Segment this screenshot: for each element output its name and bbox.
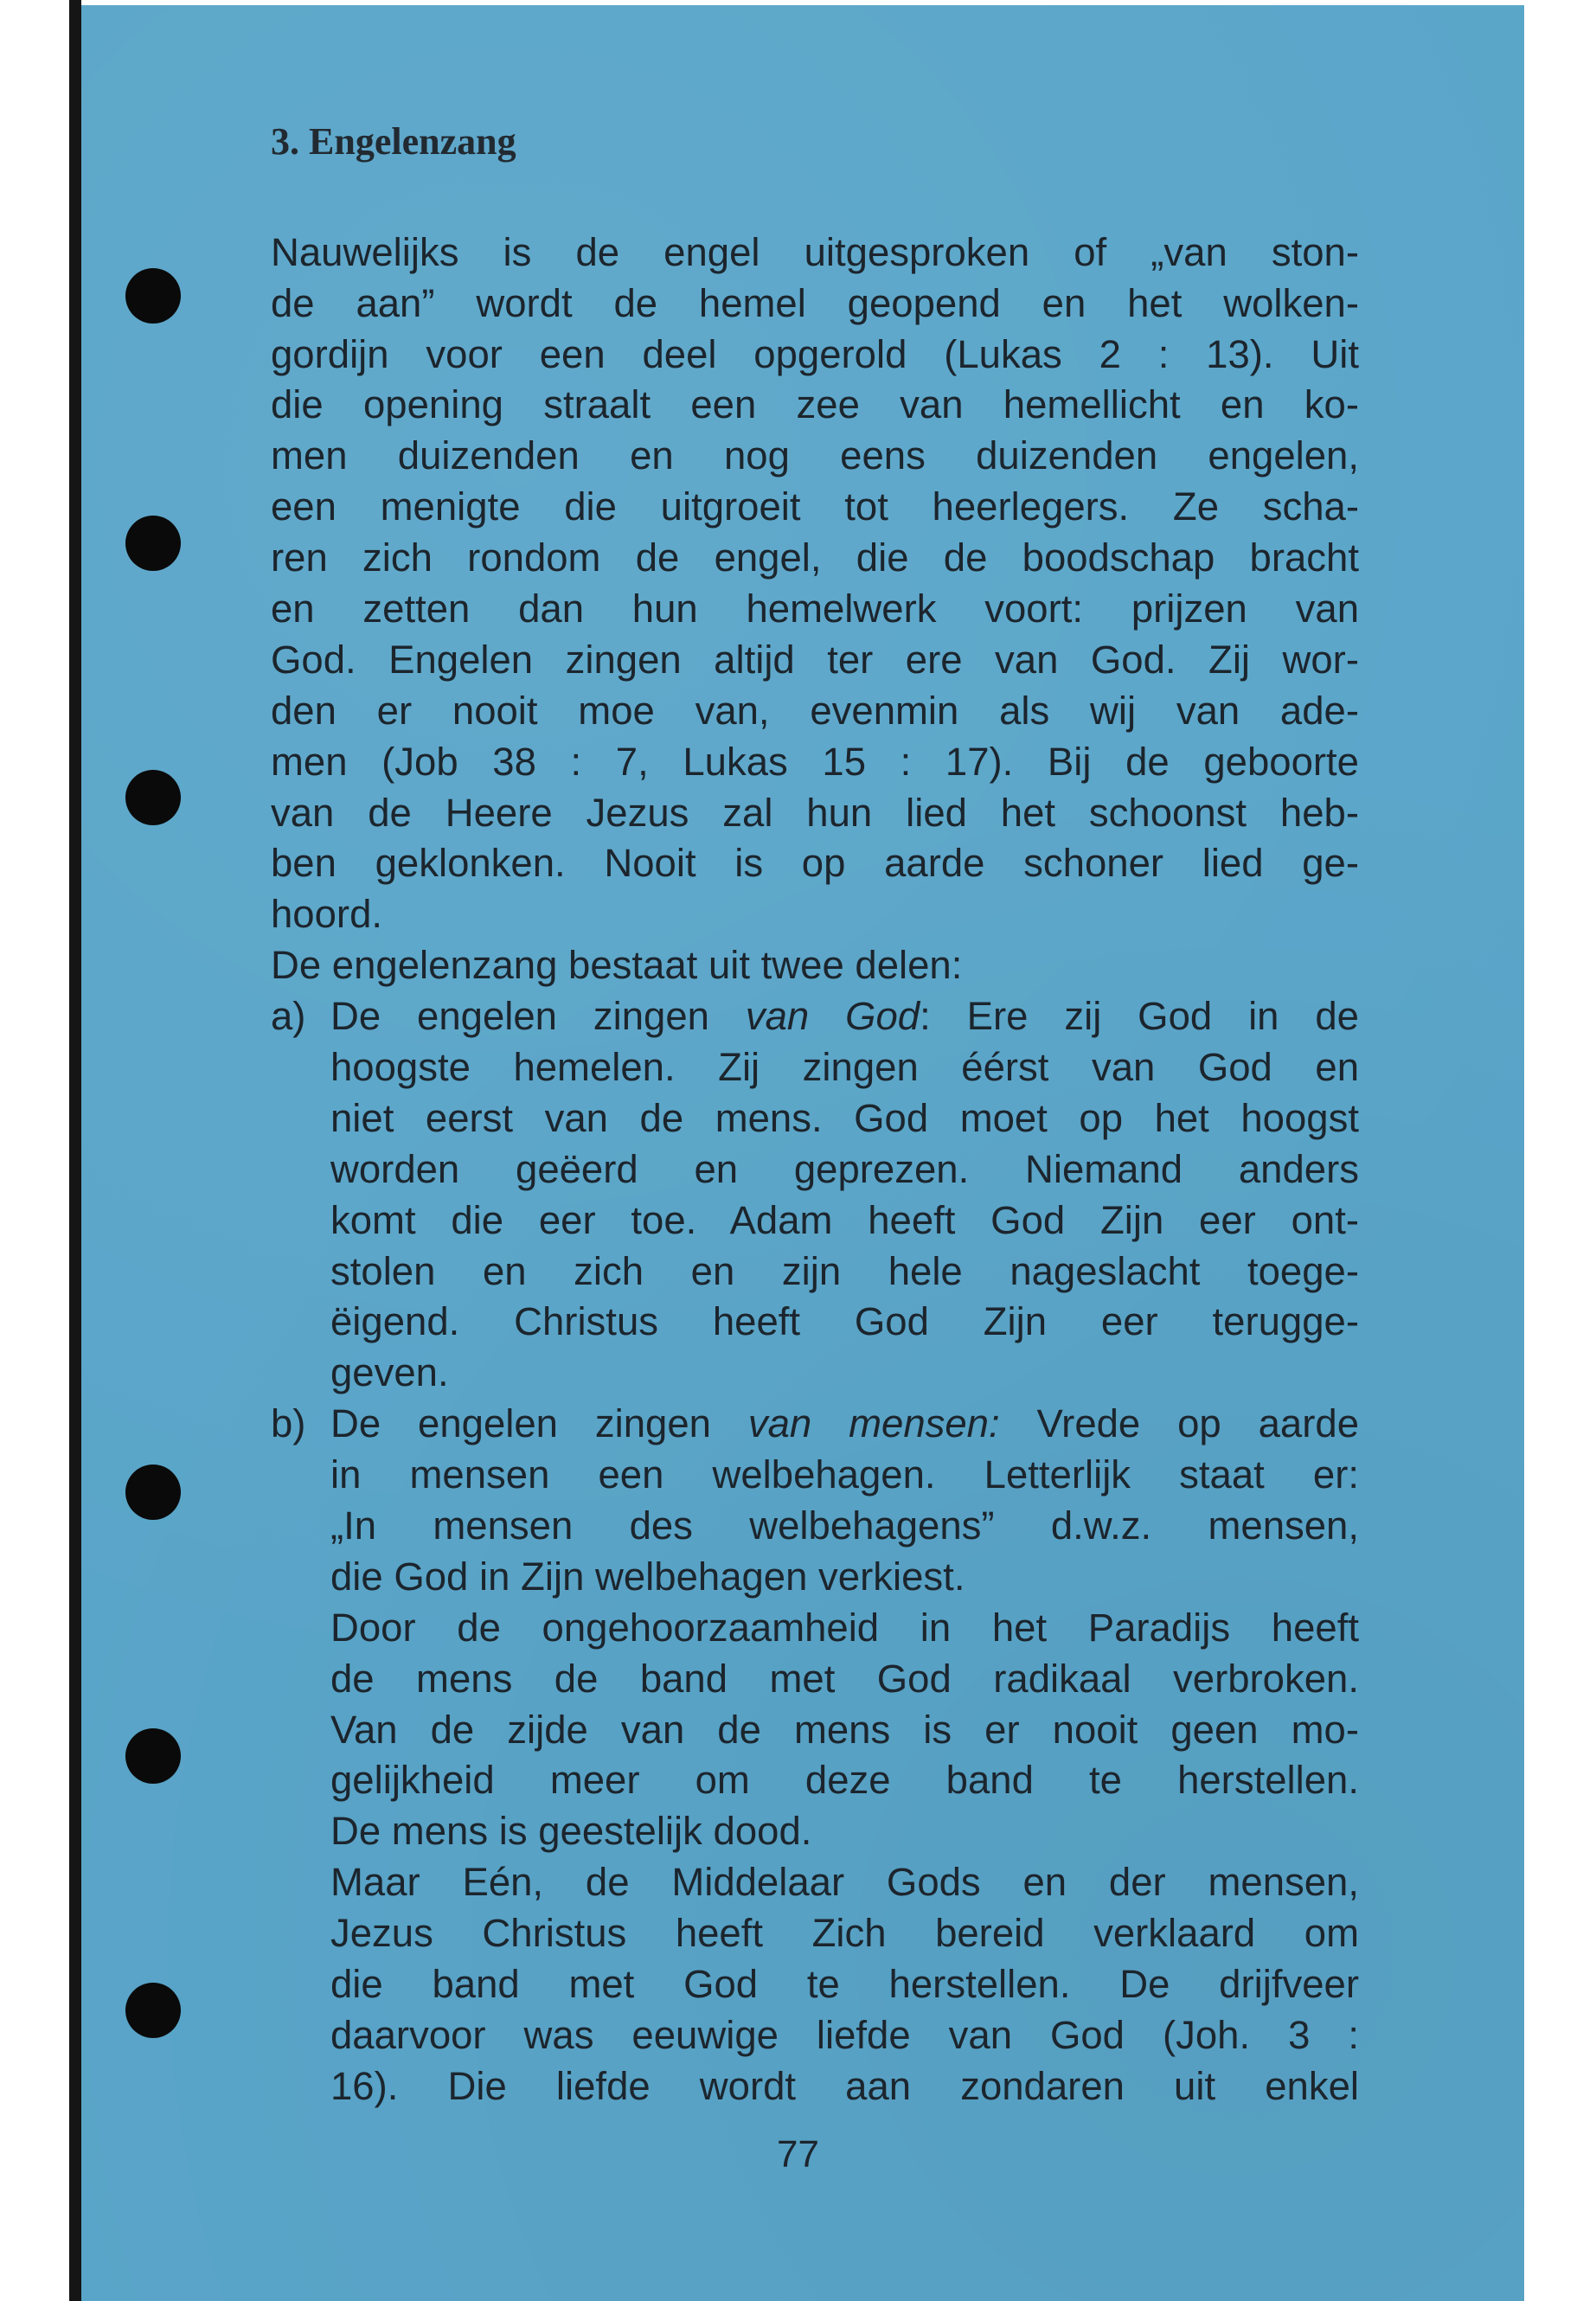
text-run: : Ere zij God in de: [920, 994, 1359, 1038]
text-line: geven.: [330, 1350, 449, 1394]
text-line: hoord.: [271, 892, 383, 936]
text-line: die opening straalt een zee van hemellicht en ko-: [271, 382, 1359, 426]
text-line: gelijkheid meer om deze band te herstellen.: [330, 1758, 1359, 1802]
punch-hole: [125, 1465, 181, 1520]
text-line: God. Engelen zingen altijd ter ere van God. Zij wor-: [271, 638, 1359, 682]
text-run: Vrede op aarde: [999, 1401, 1359, 1445]
text-line: van de Heere Jezus zal hun lied het schoonst heb-: [271, 791, 1359, 835]
text-line: Van de zijde van de mens is er nooit geen mo-: [330, 1708, 1359, 1752]
text-run: De engelen zingen: [330, 994, 746, 1038]
text-line: Jezus Christus heeft Zich bereid verklaard om: [330, 1911, 1359, 1955]
punch-hole: [125, 1983, 181, 2038]
text-line: worden geëerd en geprezen. Niemand anders: [330, 1147, 1359, 1191]
text-line: men duizenden en nog eens duizenden engelen,: [271, 433, 1359, 478]
list-marker: b): [271, 1401, 306, 1445]
text-line: 16). Die liefde wordt aan zondaren uit enkel: [330, 2064, 1359, 2108]
section-heading: 3. Engelenzang: [271, 120, 516, 163]
text-line: in mensen een welbehagen. Letterlijk staat er:: [330, 1452, 1359, 1497]
text-line: Nauwelijks is de engel uitgesproken of „van ston-: [271, 230, 1359, 274]
text-line: „In mensen des welbehagens” d.w.z. mensen,: [330, 1503, 1359, 1548]
text-line: daarvoor was eeuwige liefde van God (Joh. 3 :: [330, 2013, 1359, 2057]
text-line: de aan” wordt de hemel geopend en het wolken-: [271, 281, 1359, 325]
text-line: men (Job 38 : 7, Lukas 15 : 17). Bij de geboorte: [271, 740, 1359, 784]
text-line: en zetten dan hun hemelwerk voort: prijzen van: [271, 586, 1359, 631]
text-line: de mens de band met God radikaal verbroken.: [330, 1657, 1359, 1701]
text-line: De mens is geestelijk dood.: [330, 1809, 812, 1853]
text-line: komt die eer toe. Adam heeft God Zijn eer ont-: [330, 1198, 1359, 1242]
text-line: ren zich rondom de engel, die de boodschap bracht: [271, 535, 1359, 580]
text-line: die band met God te herstellen. De drijfveer: [330, 1962, 1359, 2006]
intro-line: De engelenzang bestaat uit twee delen:: [271, 943, 963, 987]
text-line: hoogste hemelen. Zij zingen éérst van God en: [330, 1045, 1359, 1089]
text-line: niet eerst van de mens. God moet op het hoogst: [330, 1096, 1359, 1140]
page-edge-shadow: [69, 0, 81, 2301]
text-line: ben geklonken. Nooit is op aarde schoner lied ge-: [271, 841, 1359, 885]
text-line: Maar Eén, de Middelaar Gods en der mensen,: [330, 1860, 1359, 1904]
text-line: [330, 990, 1359, 1042]
punch-hole: [125, 268, 181, 324]
text-line: die God in Zijn welbehagen verkiest.: [330, 1554, 965, 1599]
text-run: De engelen zingen: [330, 1401, 748, 1445]
text-line: gordijn voor een deel opgerold (Lukas 2 : 13). Uit: [271, 332, 1359, 376]
text-line: stolen en zich en zijn hele nageslacht toege-: [330, 1249, 1359, 1293]
text-line: den er nooit moe van, evenmin als wij van ade-: [271, 689, 1359, 733]
punch-hole: [125, 1728, 181, 1784]
list-marker: a): [271, 994, 306, 1038]
page-number: 77: [777, 2133, 819, 2176]
text-line: ëigend. Christus heeft God Zijn eer terugge-: [330, 1299, 1359, 1343]
punch-hole: [125, 770, 181, 825]
emphasis-text: van mensen:: [747, 1401, 1000, 1445]
text-line: [330, 1398, 1359, 1449]
emphasis-text: van God: [745, 994, 920, 1038]
punch-hole: [125, 516, 181, 571]
text-line: Door de ongehoorzaamheid in het Paradijs heeft: [330, 1606, 1359, 1650]
text-line: een menigte die uitgroeit tot heerlegers. Ze scha-: [271, 484, 1359, 529]
